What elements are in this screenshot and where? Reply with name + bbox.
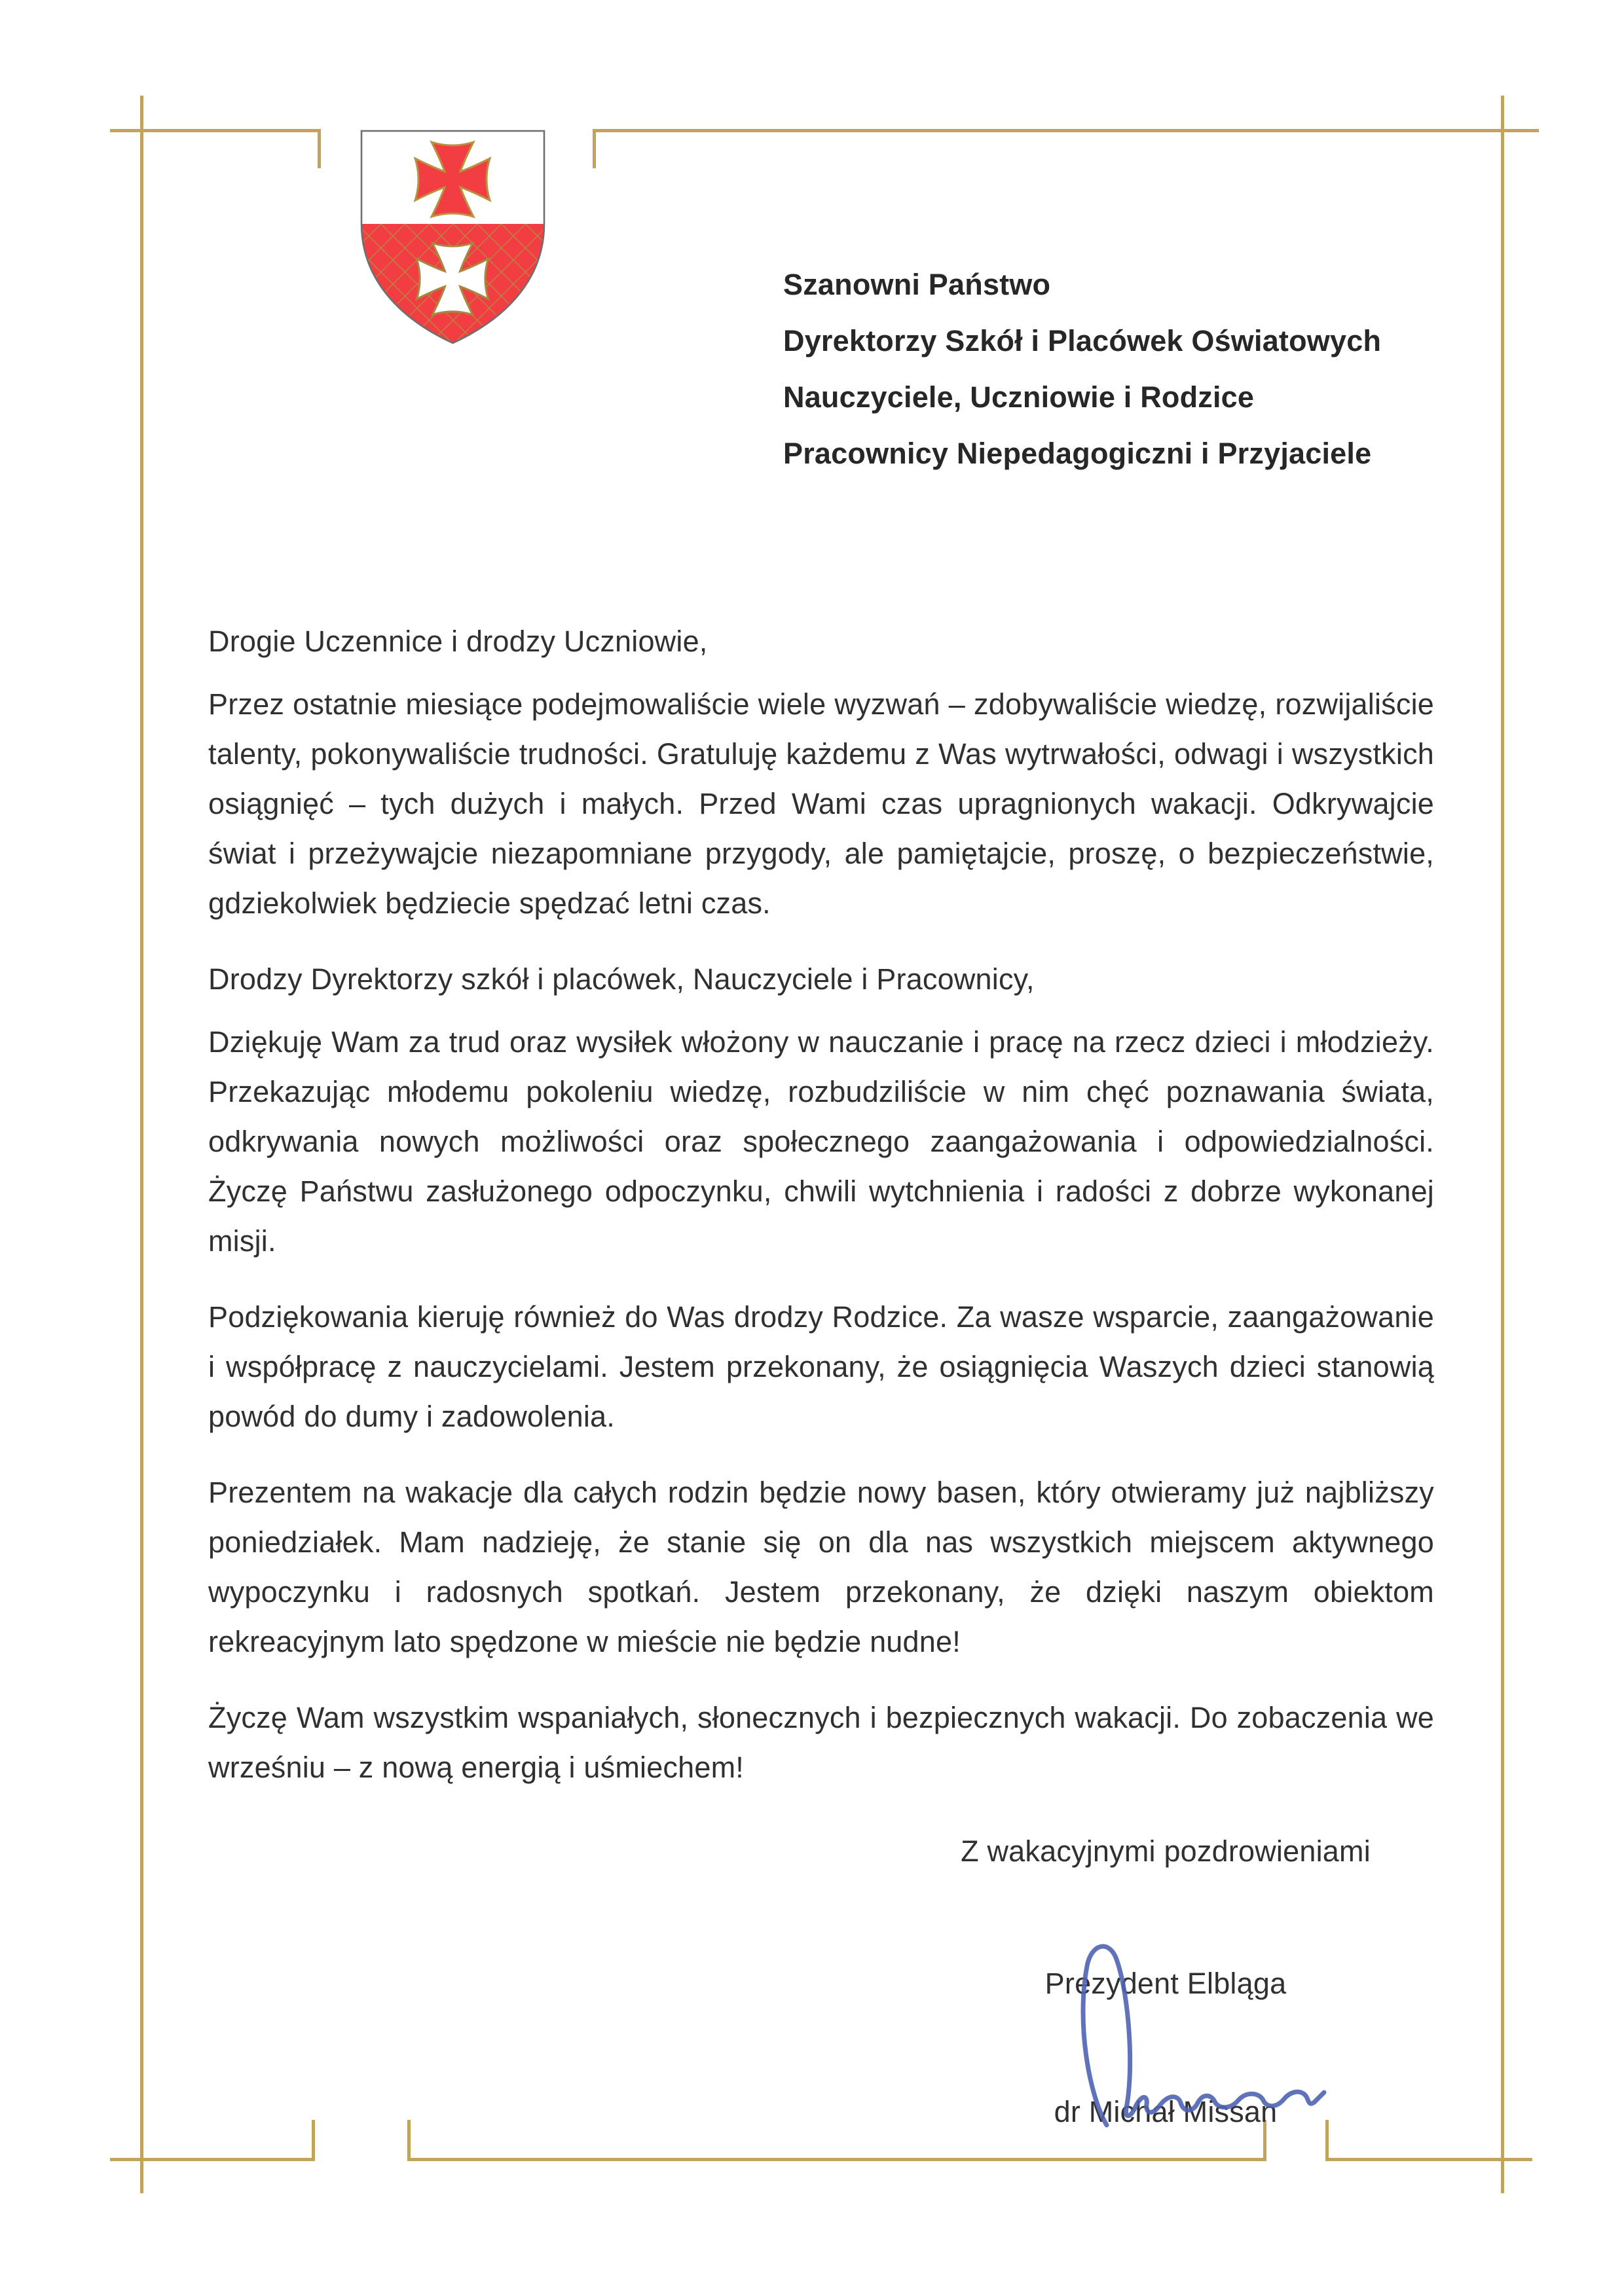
frame-right-vertical-line: [1501, 96, 1504, 2193]
paragraph-pool: Prezentem na wakacje dla całych rodzin będzie nowy basen, który otwieramy już najbliższy poniedziałek. Mam nadzieję, że stanie się on dla nas wszystkich miejscem aktywnego wypoczynku i radosnych spotkań. Jestem przekonany, że dzięki naszym obiektom rekreacyjnym lato spędzone w mieście nie będzie nudne!: [208, 1476, 1434, 1658]
letter-body: [208, 617, 1434, 1819]
frame-bottom-right-segment: [1325, 2158, 1532, 2161]
paragraph-students: Przez ostatnie miesiące podejmowaliście wiele wyzwań – zdobywaliście wiedzę, rozwijaliście talenty, pokonywaliście trudności. Gratuluję każdemu z Was wytrwałości, odwagi i wszystkich osiągnięć – tych dużych i małych. Przed Wami czas upragnionych wakacji. Odkrywajcie świat i przeżywajcie niezapomniane przygody, ale pamiętajcie, proszę, o bezpieczeństwie, gdziekolwiek będziecie spędzać letni czas.: [208, 687, 1434, 920]
frame-top-right-segment: [593, 129, 1539, 132]
frame-top-left-tick: [318, 129, 321, 168]
recipient-line-1: Szanowni Państwo: [783, 268, 1051, 301]
recipient-line-2: Dyrektorzy Szkół i Placówek Oświatowych: [783, 324, 1382, 357]
closing-phrase: Z wakacyjnymi pozdrowieniami: [961, 1834, 1371, 1868]
signer-name: dr Michał Missan: [1054, 2095, 1278, 2128]
recipient-block: [783, 257, 1381, 482]
frame-bottom-left-tick: [312, 2120, 315, 2159]
frame-bottom-middle-segment: [407, 2158, 1266, 2161]
salutation-students: Drogie Uczennice i drodzy Uczniowie,: [208, 625, 708, 658]
recipient-line-4: Pracownicy Niepedagogiczni i Przyjaciele: [783, 437, 1372, 470]
frame-left-vertical-line: [140, 96, 143, 2193]
frame-bottom-middle-tick-left: [407, 2120, 411, 2159]
signer-title: Prezydent Elbląga: [1044, 1967, 1287, 2000]
elblag-coat-of-arms-icon: [357, 127, 549, 347]
frame-top-left-segment: [110, 129, 321, 132]
frame-bottom-left-segment: [110, 2158, 315, 2161]
paragraph-parents: Podziękowania kieruję również do Was drodzy Rodzice. Za wasze wsparcie, zaangażowanie i współpracę z nauczycielami. Jestem przekonany, że osiągnięcia Waszych dzieci stanowią powód do dumy i zadowolenia.: [208, 1300, 1434, 1433]
paragraph-staff: Dziękuję Wam za trud oraz wysiłek włożony w nauczanie i pracę na rzecz dzieci i młodzieży. Przekazując młodemu pokoleniu wiedzę, rozbudziliście w nim chęć poznawania świata, odkrywania nowych możliwości oraz społecznego zaangażowania i odpowiedzialności. Życzę Państwu zasłużonego odpoczynku, chwili wytchnienia i radości z dobrze wykonanej misji.: [208, 1025, 1434, 1258]
salutation-staff: Drodzy Dyrektorzy szkół i placówek, Nauczyciele i Pracownicy,: [208, 962, 1035, 996]
frame-top-right-tick: [593, 129, 596, 168]
paragraph-wishes: Życzę Wam wszystkim wspaniałych, słonecznych i bezpiecznych wakacji. Do zobaczenia we wrześniu – z nową energią i uśmiechem!: [208, 1701, 1434, 1784]
recipient-line-3: Nauczyciele, Uczniowie i Rodzice: [783, 380, 1255, 414]
